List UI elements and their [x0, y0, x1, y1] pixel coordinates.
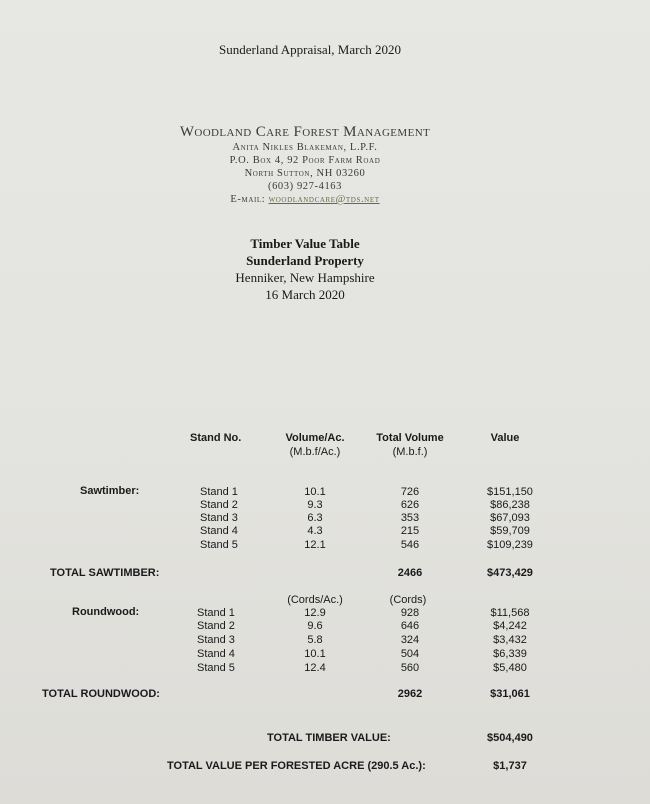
total-timber-value: $504,490: [487, 732, 533, 744]
table-row-stand: Stand 4: [197, 648, 235, 660]
col-header-volume-ac-unit: (M.b.f/Ac.): [289, 446, 341, 458]
table-row-volume: 10.1: [304, 648, 326, 660]
company-name: Woodland Care Forest Management: [179, 124, 431, 140]
table-row-value: $4,242: [493, 620, 527, 632]
table-row-value: $86,238: [490, 499, 530, 511]
table-row-stand: Stand 5: [197, 662, 235, 674]
sawtimber-label: Sawtimber:: [80, 485, 140, 497]
table-row-total: 504: [400, 648, 420, 660]
table-row-value: $3,432: [493, 634, 527, 646]
table-title: Timber Value Table: [250, 236, 360, 251]
table-row-total: 626: [400, 499, 420, 511]
table-row-value: $109,239: [487, 539, 533, 551]
roundwood-label: Roundwood:: [72, 606, 140, 618]
roundwood-volume-unit: (Cords/Ac.): [287, 594, 343, 606]
table-row-stand: Stand 2: [200, 499, 238, 511]
table-row-value: $67,093: [490, 512, 530, 524]
table-row-stand: Stand 1: [197, 607, 235, 619]
table-row-total: 215: [400, 525, 420, 537]
table-row-stand: Stand 3: [197, 634, 235, 646]
table-row-value: $11,568: [490, 607, 530, 619]
table-row-volume: 6.3: [307, 512, 323, 524]
letterhead: [0, 123, 610, 206]
table-row-stand: Stand 4: [200, 525, 238, 537]
total-sawtimber-volume: 2466: [397, 567, 423, 579]
col-header-value: Value: [490, 432, 520, 444]
value-per-acre-label: TOTAL VALUE PER FORESTED ACRE (290.5 Ac.):: [167, 760, 426, 772]
email-line: [0, 193, 610, 206]
col-header-total-volume-unit: (M.b.f.): [392, 446, 428, 458]
col-header-total-volume: Total Volume: [376, 432, 444, 444]
table-row-volume: 9.3: [307, 499, 323, 511]
table-row-volume: 9.6: [307, 620, 323, 632]
table-row-stand: Stand 3: [200, 512, 238, 524]
table-row-volume: 12.1: [304, 539, 326, 551]
table-row-volume: 12.4: [304, 662, 326, 674]
forester-name: Anita Nikles Blakeman, L.P.F.: [232, 142, 378, 153]
table-row-total: 560: [400, 662, 420, 674]
table-row-value: $59,709: [490, 525, 530, 537]
table-row-value: $151,150: [487, 486, 533, 498]
total-roundwood-volume: 2962: [397, 688, 423, 700]
table-row-value: $5,480: [493, 662, 527, 674]
roundwood-total-unit: (Cords): [389, 594, 427, 606]
total-sawtimber-label: TOTAL SAWTIMBER:: [50, 567, 160, 579]
table-row-stand: Stand 2: [197, 620, 235, 632]
value-per-acre: $1,737: [493, 760, 527, 772]
table-row-volume: 4.3: [307, 525, 323, 537]
table-row-total: 726: [400, 486, 420, 498]
email-link[interactable]: woodlandcare@tds.net: [268, 194, 380, 205]
document-heading: [0, 235, 610, 303]
col-header-volume-ac: Volume/Ac.: [285, 432, 345, 444]
table-row-stand: Stand 5: [200, 539, 238, 551]
table-row-volume: 10.1: [304, 486, 326, 498]
table-row-total: 928: [400, 607, 420, 619]
address-line-1: P.O. Box 4, 92 Poor Farm Road: [229, 155, 381, 166]
table-row-volume: 5.8: [307, 634, 323, 646]
property-location: Henniker, New Hampshire: [235, 270, 375, 285]
total-sawtimber-value: $473,429: [487, 567, 533, 579]
appraisal-note: Sunderland Appraisal, March 2020: [219, 42, 401, 57]
table-row-total: 646: [400, 620, 420, 632]
table-row-stand: Stand 1: [200, 486, 238, 498]
table-row-total: 353: [400, 512, 420, 524]
total-roundwood-value: $31,061: [490, 688, 530, 700]
report-date: 16 March 2020: [265, 287, 345, 302]
table-row-total: 546: [400, 539, 420, 551]
email-label: E-mail:: [230, 194, 266, 205]
total-timber-value-label: TOTAL TIMBER VALUE:: [267, 732, 391, 744]
table-row-total: 324: [400, 634, 420, 646]
table-row-volume: 12.9: [304, 607, 326, 619]
address-line-2: North Sutton, NH 03260: [244, 168, 366, 179]
total-roundwood-label: TOTAL ROUNDWOOD:: [42, 688, 160, 700]
col-header-stand: Stand No.: [190, 432, 242, 444]
property-name: Sunderland Property: [246, 253, 364, 268]
phone-number: (603) 927-4163: [267, 181, 342, 192]
table-row-value: $6,339: [493, 648, 527, 660]
